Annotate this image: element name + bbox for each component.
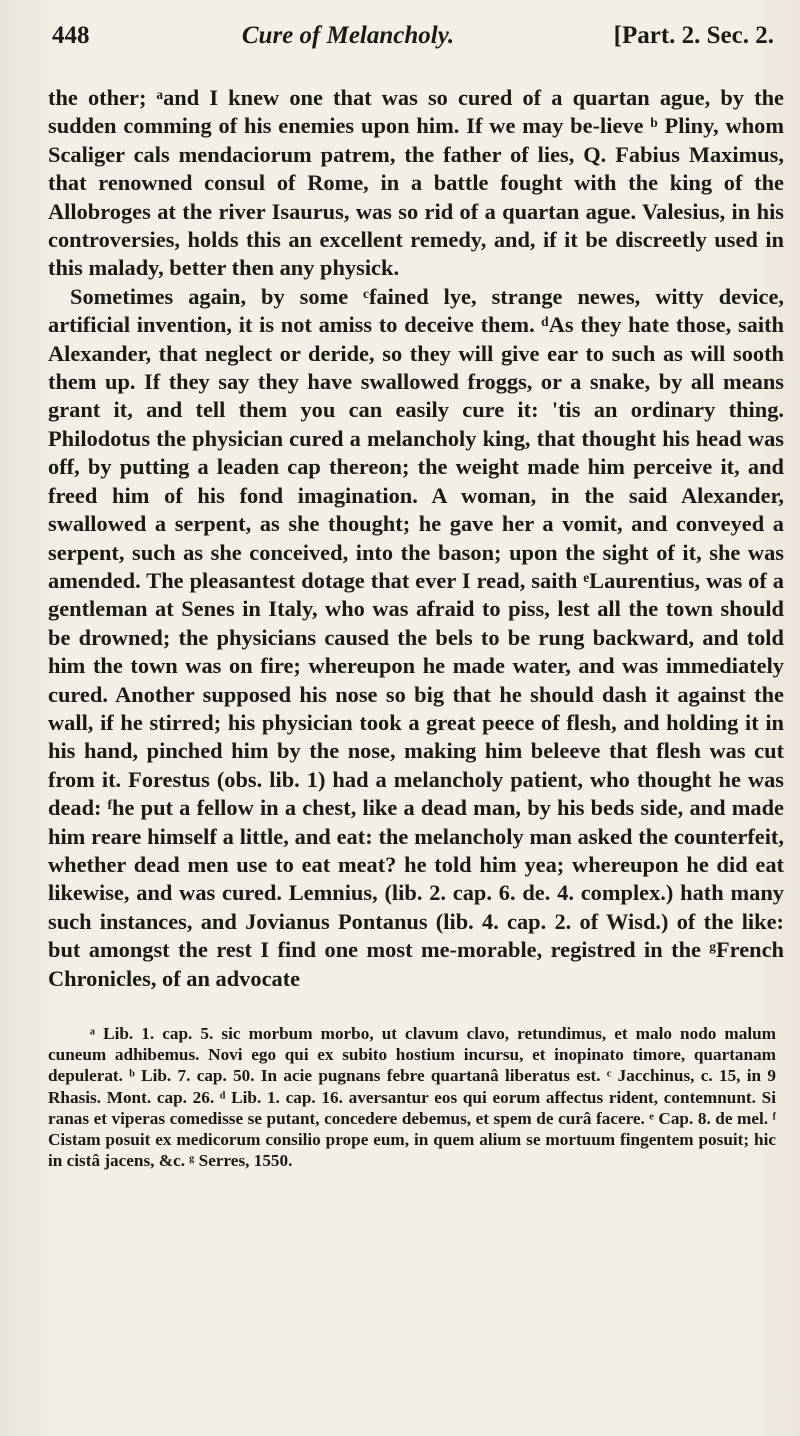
running-title: Cure of Melancholy.	[241, 22, 455, 49]
page-number: 448	[52, 22, 90, 49]
footnote-block: ᵃ Lib. 1. cap. 5. sic morbum morbo, ut clavum clavo, retundimus, et malo nodo malum cuneum adhibemus. Novi ego qui ex subito hostium incursu, et inopinato timore, quartanam depulerat. ᵇ Lib. 7. cap. 50. In acie pugnans febre quartanâ liberatus est. ᶜ Jacchinus, c. 15, in 9 Rhasis. Mont. cap. 26. ᵈ Lib. 1. cap. 16. aversantur eos qui eorum affectus rident, contemnunt. Si ranas et viperas comedisse se putant, concedere debemus, et spem de curâ facere. ᵉ Cap. 8. de mel. ᶠ Cistam posuit ex medicorum consilio prope eum, in quem alium se mortuum fingentem posuit; hic in cistâ jacens, &c. ᵍ Serres, 1550.	[48, 1024, 776, 1171]
running-head	[48, 22, 784, 50]
main-text	[48, 84, 784, 993]
footnotes	[48, 1023, 784, 1171]
part-reference: [Part. 2. Sec. 2.	[613, 22, 774, 49]
paragraph: Sometimes again, by some ᶜfained lye, strange newes, witty device, artificial invention, it is not amiss to deceive them. ᵈAs they hate those, saith Alexander, that neglect or deride, so they will give ear to such as will sooth them up. If they say they have swallowed froggs, or a snake, by all means grant it, and tell them you can easily cure it: 'tis an ordinary thing. Philodotus the physician cured a melancholy king, that thought his head was off, by putting a leaden cap thereon; the weight made him perceive it, and freed him of his fond imagination. A woman, in the said Alexander, swallowed a serpent, as she thought; he gave her a vomit, and conveyed a serpent, such as she conceived, into the bason; upon the sight of it, she was amended. The pleasantest dotage that ever I read, saith ᵉLaurentius, was of a gentleman at Senes in Italy, who was afraid to piss, lest all the town should be drowned; the physicians caused the bels to be rung backward, and told him the town was on fire; whereupon he made water, and was immediately cured. Another supposed his nose so big that he should dash it against the wall, if he stirred; his physician took a great peece of flesh, and holding it in his hand, pinched him by the nose, making him beleeve that flesh was cut from it. Forestus (obs. lib. 1) had a melancholy patient, who thought he was dead: ᶠhe put a fellow in a chest, like a dead man, by his beds side, and made him reare himself a little, and eat: the melancholy man asked the counterfeit, whether dead men use to eat meat? he told him yea; whereupon he did eat likewise, and was cured. Lemnius, (lib. 2. cap. 6. de. 4. complex.) hath many such instances, and Jovianus Pontanus (lib. 4. cap. 2. of Wisd.) of the like: but amongst the rest I find one most me-morable, registred in the ᵍFrench Chronicles, of an advocate	[48, 283, 784, 991]
paragraph: the other; ᵃand I knew one that was so cured of a quartan ague, by the sudden comming of his enemies upon him. If we may be-lieve ᵇ Pliny, whom Scaliger cals mendaciorum patrem, the father of lies, Q. Fabius Maximus, that renowned consul of Rome, in a battle fought with the king of the Allobroges at the river Isaurus, was so rid of a quartan ague. Valesius, in his controversies, holds this an excellent remedy, and, if it be discreetly used in this malady, better then any physick.	[48, 85, 784, 281]
